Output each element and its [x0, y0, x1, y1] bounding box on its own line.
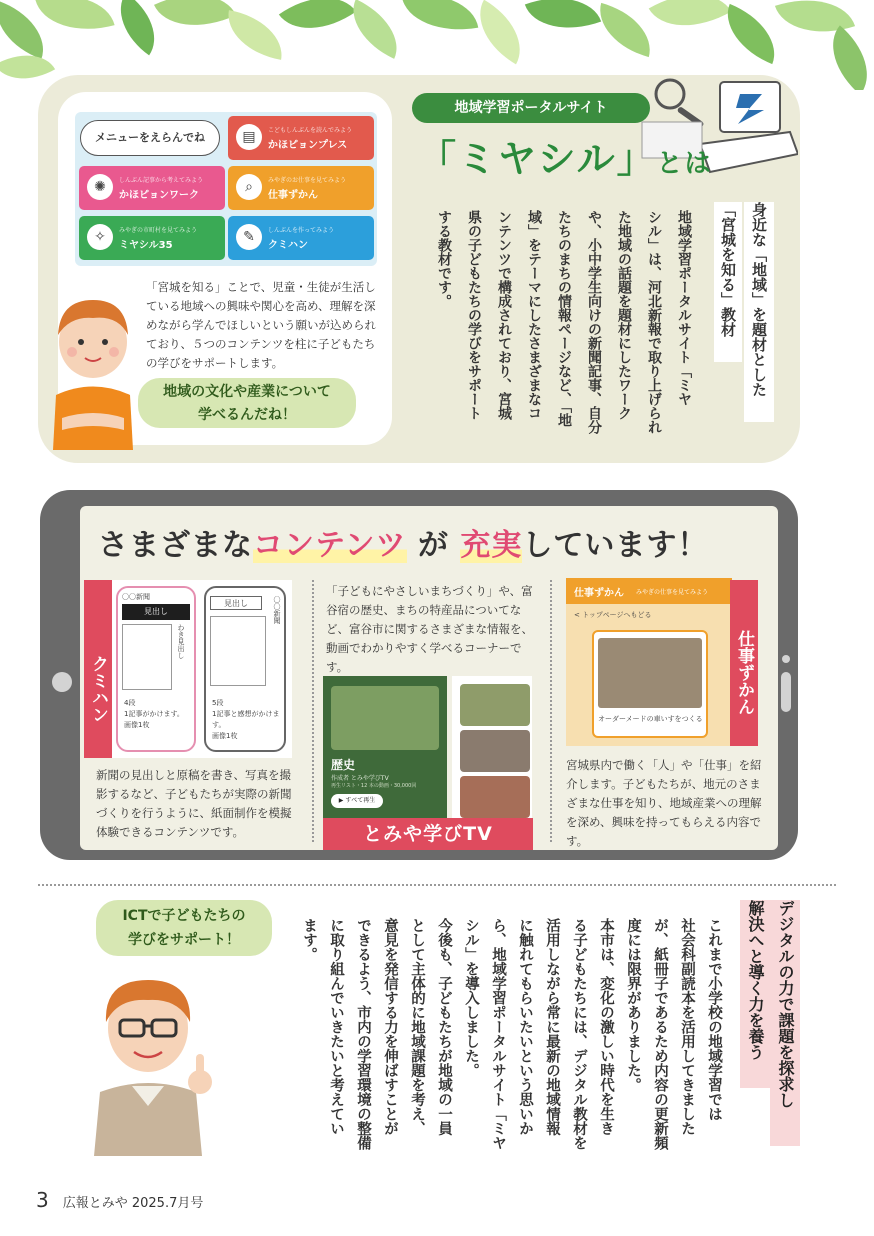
- side-caption-2: 「宮城を知る」教材: [714, 202, 742, 362]
- heading-highlight: 充実: [460, 528, 523, 563]
- tv-description: 「子どもにやさしいまちづくり」や、富谷宿の歴史、まちの特産品についてなど、富谷市に関するさまざまな情報を、動画でわかりやすく学べるコーナーです。: [326, 584, 533, 674]
- phone-note: 5段: [212, 699, 224, 707]
- bottom-caption-2: 解決へと導く力を養う: [740, 900, 770, 1088]
- menu-tile-kahopyon-press[interactable]: [228, 116, 374, 160]
- intro-body-col: や、小中学生向けの新聞記事、自分: [586, 210, 602, 434]
- heading-part: が: [417, 528, 449, 563]
- contents-heading: [98, 520, 768, 570]
- kumihan-tab: クミハン: [84, 580, 112, 758]
- miyashiru-title: [418, 128, 718, 188]
- play-all-button[interactable]: ▶ すべて再生: [331, 794, 383, 808]
- video-meta: 再生リスト・12 本の動画・30,000回: [331, 783, 417, 789]
- menu-tile-sub: しんぶんを作ってみよう: [268, 227, 335, 234]
- portal-badge: 地域学習ポータルサイト: [412, 93, 650, 123]
- bottom-caption-1: デジタルの力で課題を探求し: [770, 900, 800, 1146]
- intro-body-col: たちのまちの情報ページなど、「地: [556, 210, 572, 427]
- bubble-line: 学びをサポート！: [128, 932, 240, 948]
- child-illustration: [48, 290, 138, 450]
- menu-tile-sub: こどもしんぶんを読んでみよう: [268, 127, 353, 134]
- phone-subhead: わき見出し: [177, 624, 185, 659]
- bubble-line: 地域の文化や産業について: [163, 384, 331, 400]
- bottom-body-col: に触れてもらいたいという思いか: [517, 918, 533, 1136]
- map-icon: ✧: [87, 224, 113, 250]
- tablet-button: [781, 672, 791, 712]
- title-suffix: とは: [656, 149, 713, 179]
- bottom-body-col: として主体的に地域課題を考え、: [409, 918, 425, 1136]
- kumihan-description: 新聞の見出しと原稿を書き、写真を撮影するなど、子どもたちが実際の新聞づくりを行うように、紙面制作を模擬体験できるコンテンツです。: [96, 768, 292, 839]
- menu-tile-shigoto-zukan[interactable]: [228, 166, 374, 210]
- phone-note: 画像1枚: [212, 732, 238, 740]
- intro-body-col: ンテンツで構成されており、宮城: [496, 210, 512, 420]
- phone-note: 4段: [124, 699, 136, 707]
- menu-tile-label: ミヤシル35: [119, 240, 173, 251]
- bubble-line: ICTで子どもたちの: [122, 908, 246, 924]
- shigoto-screenshot: [566, 578, 732, 746]
- tv-playlist-card[interactable]: [323, 676, 447, 826]
- newspaper-icon: ▤: [236, 124, 262, 150]
- heading-part: しています！: [522, 528, 709, 563]
- menu-tile-sub: みやぎの市町村を見てみよう: [119, 227, 198, 234]
- bottom-body-col: 意見を発信する力を伸ばすことが: [382, 918, 398, 1136]
- bottom-body-col: ます。: [301, 918, 317, 962]
- intro-body-col: 県の子どもたちの学びをサポート: [466, 210, 482, 420]
- intro-body-col: 域」をテーマにしたさまざまなコ: [526, 210, 542, 420]
- side-caption-1: 身近な「地域」を題材とした: [744, 202, 774, 422]
- phone-newspaper-name: 〇〇新聞: [273, 596, 281, 624]
- bottom-body-col: シル」を導入しました。: [463, 918, 479, 1078]
- about-text: 「宮城を知る」ことで、児童・生徒が生活している地域への興味や関心を高め、理解を深めながら学んでほしいという願いが込められており、５つのコンテンツを柱に子どもたちの学びをサポートします。: [146, 280, 376, 370]
- bottom-body-col: 活用しながら常に最新の地域情報: [544, 918, 560, 1136]
- menu-tile-label: 仕事ずかん: [268, 190, 318, 201]
- magnifier-icon: ⌕: [236, 174, 262, 200]
- section-divider: [38, 884, 836, 886]
- bottom-body-col: できるよう、市内の学習環境の整備: [355, 918, 371, 1150]
- tablet-sensor: [782, 655, 790, 663]
- video-thumbnail[interactable]: [331, 686, 439, 750]
- bottom-body-col: に取り組んでいきたいと考えてい: [328, 918, 344, 1136]
- ict-speech-bubble: [96, 900, 272, 956]
- kumihan-phone-2: [204, 586, 286, 752]
- heading-highlight: コンテンツ: [253, 528, 407, 563]
- intro-body-col: た地域の話題を題材にしたワーク: [616, 210, 632, 420]
- menu-tile-label: クミハン: [268, 240, 308, 251]
- menu-tile-sub: みやぎのお仕事を見てみよう: [268, 177, 347, 184]
- video-channel: 作成者 とみや学びTV: [331, 775, 389, 782]
- bubble-line: 学べるんだね！: [198, 407, 296, 423]
- phone-newspaper-name: 〇〇新聞: [122, 593, 150, 601]
- bottom-body-col: が、紙冊子であるため内容の更新頻: [652, 918, 668, 1150]
- intro-body-col: 地域学習ポータルサイト「ミヤ: [676, 210, 692, 406]
- bottom-body-col: 本市は、変化の激しい時代を生き: [598, 918, 614, 1136]
- lightbulb-icon: ✺: [87, 174, 113, 200]
- phone-headline: 見出し: [122, 604, 190, 620]
- kumihan-phone-1: [116, 586, 196, 752]
- phone-note: 1記事がかけます。: [124, 710, 184, 718]
- photo-caption: オーダーメードの車いすをつくる: [598, 715, 703, 723]
- pencil-ruler-icon: ✎: [236, 224, 262, 250]
- menu-tile-kumihan[interactable]: [228, 216, 374, 260]
- menu-tile-sub: しんぶん記事から考えてみよう: [119, 177, 204, 184]
- menu-tile-kahopyon-work[interactable]: [79, 166, 225, 210]
- video-thumbnail[interactable]: [460, 684, 530, 726]
- page-footer: [36, 1188, 203, 1212]
- tv-video-list: [452, 676, 532, 826]
- site-subtitle: みやぎの仕事を見てみよう: [636, 589, 709, 596]
- shigoto-description: 宮城県内で働く「人」や「仕事」を紹介します。子どもたちが、地元のさまざまな仕事を知り、地域産業への理解を深め、興味を持ってもらえる内容です。: [566, 758, 762, 848]
- bottom-body-col: 今後も、子どもたちが地域の一員: [436, 918, 452, 1136]
- menu-tile-miyashiru35[interactable]: [79, 216, 225, 260]
- issue-label: 広報とみや 2025.7月号: [62, 1196, 204, 1211]
- bottom-body-col: る子どもたちには、デジタル教材を: [571, 918, 587, 1150]
- wheelchair-photo: [598, 638, 702, 708]
- phone-note: 1記事と感想がかけます。: [212, 710, 280, 729]
- video-thumbnail[interactable]: [460, 776, 530, 818]
- site-title: 仕事ずかん: [574, 588, 624, 599]
- tablet-camera: [52, 672, 72, 692]
- menu-tile-label: かほピョンプレス: [268, 140, 348, 151]
- phone-note: 画像1枚: [124, 721, 150, 729]
- title-main: 「ミヤシル」: [418, 137, 657, 181]
- intro-speech-bubble: [138, 378, 356, 428]
- bottom-body-col: これまで小学校の地域学習では: [706, 918, 722, 1121]
- intro-body-col: する教材です。: [436, 210, 452, 308]
- intro-body-col: シル」は、河北新報で取り上げられ: [646, 210, 662, 434]
- page-number: 3: [36, 1188, 49, 1212]
- heading-part: さまざまな: [98, 528, 253, 563]
- bottom-body-col: ら、地域学習ポータルサイト「ミヤ: [490, 918, 506, 1150]
- back-link[interactable]: < トップページへもどる: [574, 611, 652, 619]
- video-title: 歴史: [331, 758, 356, 772]
- bottom-body-col: 度には限界がありました。: [625, 918, 641, 1092]
- phone-headline: 見出し: [210, 596, 262, 610]
- shigoto-tab: 仕事ずかん: [730, 580, 758, 746]
- video-thumbnail[interactable]: [460, 730, 530, 772]
- menu-bubble: メニューをえらんでね: [80, 120, 220, 156]
- teacher-illustration: [84, 966, 222, 1156]
- bottom-body-col: 社会科副読本を活用してきました: [679, 918, 695, 1136]
- tv-label: とみや学びTV: [323, 818, 533, 850]
- menu-tile-label: かほピョンワーク: [119, 190, 199, 201]
